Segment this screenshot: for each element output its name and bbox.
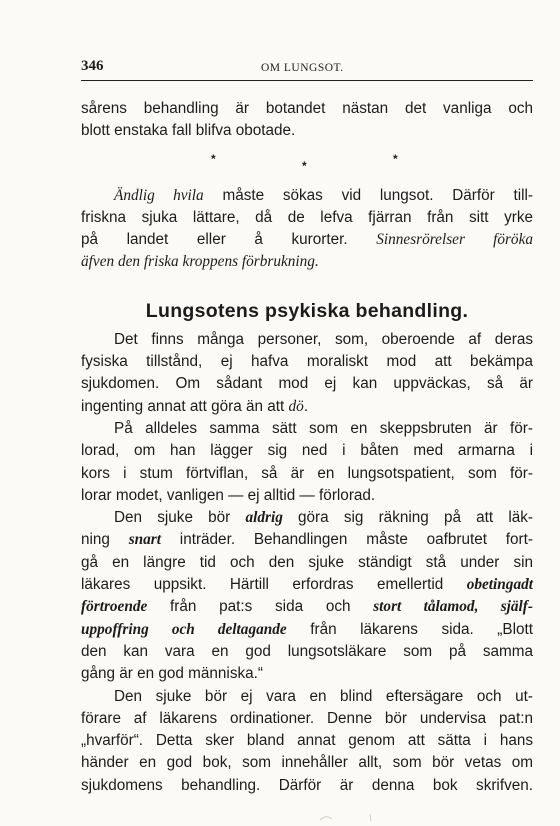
text-line: lorad, om han lägger sig ned i båten med armarna i [81, 442, 533, 460]
text-line: blott enstaka fall blifva obotade. [81, 122, 296, 140]
text-line: Det finns många personer, som, oberoende af deras [114, 330, 533, 348]
emphasis: Sinnesrörelser föröka [376, 231, 534, 249]
text-line: lorar modet, vanligen — ej alltid — förlorad. [81, 486, 376, 504]
text-line [81, 251, 533, 273]
paragraph-1 [81, 329, 533, 418]
text-line: den kan vara en god lungsotsläkare som på samma [81, 642, 533, 660]
text-line: uppoffring och deltagande från läkarens sida. „Blott [81, 620, 533, 638]
text-line: sårens behandling är botandet nästan det vanliga och [81, 100, 533, 117]
text-line: Den sjuke bör aldrig göra sig räkning på att läk- [114, 509, 533, 527]
text-line: sjukdomens behandling. Därför är denna bok skrifven. [81, 776, 533, 794]
text-line: förtroende från pat:s sida och stort tålamod, själf- [81, 598, 533, 616]
smudge-mark [318, 812, 388, 822]
text-line: läkares uppsikt. Härtill erfordras emellertid obetingadt [81, 576, 533, 594]
emphasis: snart [128, 531, 162, 549]
section-heading: Lungsotens psykiska behandling. [145, 299, 469, 322]
emphasis: dö [288, 397, 304, 415]
text-line: på landet eller å kurorter. Sinnesrörelser föröka [81, 231, 534, 249]
text-line: sjukdomen. Om sådant mod ej kan uppväckas, så är [81, 375, 533, 393]
text-line: gå en längre tid och den sjuke ständigt stå under sin [81, 553, 533, 571]
text-line: händer en god bok, som innehåller allt, som bör vetas om [81, 754, 533, 772]
emphasis: förtroende [81, 598, 148, 616]
paragraph-4 [81, 686, 533, 797]
print-smudge [318, 812, 388, 822]
emphasis: stort tålamod, själf- [373, 598, 533, 616]
rest-paragraph [81, 185, 533, 274]
emphasis: obetingadt [466, 576, 533, 594]
paragraph-2 [81, 418, 533, 507]
emphasis: aldrig [245, 509, 283, 527]
text-line: På alldeles samma sätt som en skeppsbruten är för- [114, 419, 533, 437]
page-number: 346 [81, 58, 104, 74]
text-line: fysiska tillstånd, ej hafva moraliskt mod att bekämpa [81, 353, 533, 371]
running-title: OM LUNGSOT. [261, 62, 344, 74]
running-header [81, 58, 533, 81]
text-line: Ändlig hvila måste sökas vid lungsot. Därför till- [114, 186, 533, 204]
text-line: friskna sjuka lättare, då de lefva fjärran från sitt yrke [81, 208, 533, 226]
emphasis: Ändlig hvila [114, 186, 204, 204]
separator-star: * [211, 151, 216, 166]
text-line: förare af läkarens ordinationer. Denne bör undervisa pat:n [81, 709, 533, 727]
emphasis: äfven den friska kroppens förbrukning. [81, 253, 319, 271]
paragraph-3 [81, 507, 533, 685]
intro-paragraph [81, 98, 533, 143]
section-separator [81, 143, 533, 185]
book-page [81, 58, 533, 797]
text-line: „hvarför“. Detta sker bland annat genom att sätta i hans [81, 732, 533, 750]
text-line: ingenting annat att göra än att dö. [81, 397, 309, 415]
separator-star: * [302, 158, 307, 173]
text-line: gång är en god människa.“ [81, 665, 263, 683]
emphasis: uppoffring och deltagande [81, 620, 287, 638]
text-line: Den sjuke bör ej vara en blind eftersägare och ut- [114, 687, 533, 705]
text-line: ning snart inträder. Behandlingen måste oafbrutet fort- [81, 531, 533, 549]
separator-star: * [393, 151, 398, 166]
text-line: kors i stum förtviflan, så är en lungsotspatient, som för- [81, 464, 533, 482]
